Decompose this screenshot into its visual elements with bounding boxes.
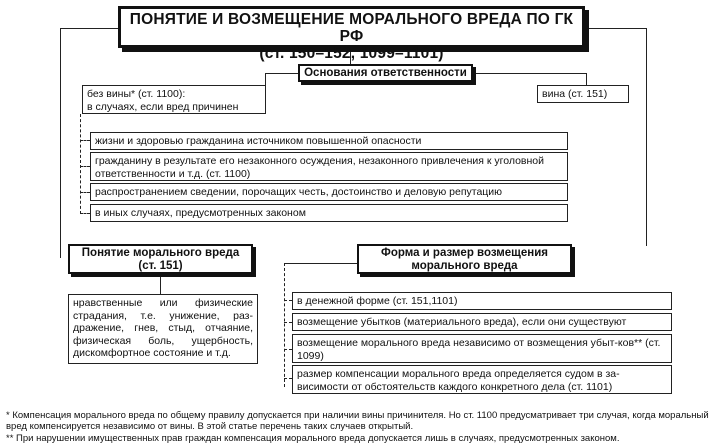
connector (284, 263, 357, 264)
connector (474, 73, 586, 74)
connector (646, 28, 647, 246)
compensation-header: Форма и размер возмещения морального вреда (357, 244, 572, 274)
case-item: распространением сведении, порочащих честь, достоинство и деловую репутацию (90, 183, 568, 201)
connector (589, 28, 647, 29)
dashed-connector (284, 349, 292, 350)
without-fault-box: без вины* (ст. 1100): в случаях, если вред причинен (82, 85, 266, 114)
dashed-connector (284, 378, 292, 379)
dashed-connector (284, 263, 285, 387)
connector (265, 73, 266, 85)
concept-definition: нравственные или физические страдания, т.е. унижение, раз-дражение, гнев, стыд, отчаяние, физическая боль, ущербность, дискомфортное состояние и т.д. (68, 294, 258, 364)
connector (160, 274, 161, 294)
connector (265, 73, 298, 74)
compensation-item: размер компенсации морального вреда определяется судом в за-висимости от обстоятельств каждого конкретного дела (ст. 1101) (292, 365, 672, 394)
case-item: в иных случаях, предусмотренных законом (90, 204, 568, 222)
compensation-item: в денежной форме (ст. 151,1101) (292, 292, 672, 310)
diagram-title (118, 6, 585, 62)
dashed-connector (80, 192, 90, 193)
compensation-item: возмещение морального вреда независимо от возмещения убыт-ков** (ст. 1099) (292, 334, 672, 363)
case-item: гражданину в результате его незаконного осуждения, незаконного привлечения к уголовной ответственности и т.д. (ст. 1100) (90, 152, 568, 181)
grounds-header: Основания ответственности (298, 64, 473, 82)
compensation-item: возмещение убытков (материального вреда), если они существуют (292, 313, 672, 331)
fault-box: вина (ст. 151) (537, 85, 629, 103)
dashed-connector (80, 166, 90, 167)
title-line-1: ПОНЯТИЕ И ВОЗМЕЩЕНИЕ МОРАЛЬНОГО ВРЕДА ПО ГК РФ (129, 11, 574, 45)
dashed-connector (80, 114, 81, 214)
dashed-connector (284, 322, 292, 323)
connector (586, 73, 587, 85)
title-line-2: (ст. 150–152, 1099–1101) (259, 45, 444, 62)
concept-header: Понятие морального вреда (ст. 151) (68, 244, 253, 274)
connector (60, 28, 61, 258)
dashed-connector (80, 213, 90, 214)
dashed-connector (80, 140, 90, 141)
dashed-connector (284, 300, 292, 301)
connector (60, 28, 118, 29)
footnote-2: ** При нарушении имущественных прав граждан компенсация морального вреда допускается лишь в случаях, предусмотренных законом. (6, 433, 620, 444)
footnote-1: * Компенсация морального вреда по общему правилу допускается при наличии вины причинителя. Но ст. 1100 предусматривает три случая, когда моральный вред компенсируется независимо от вины. В этой статье перечень таких случаев открытый. (6, 410, 709, 432)
case-item: жизни и здоровью гражданина источником повышенной опасности (90, 132, 568, 150)
